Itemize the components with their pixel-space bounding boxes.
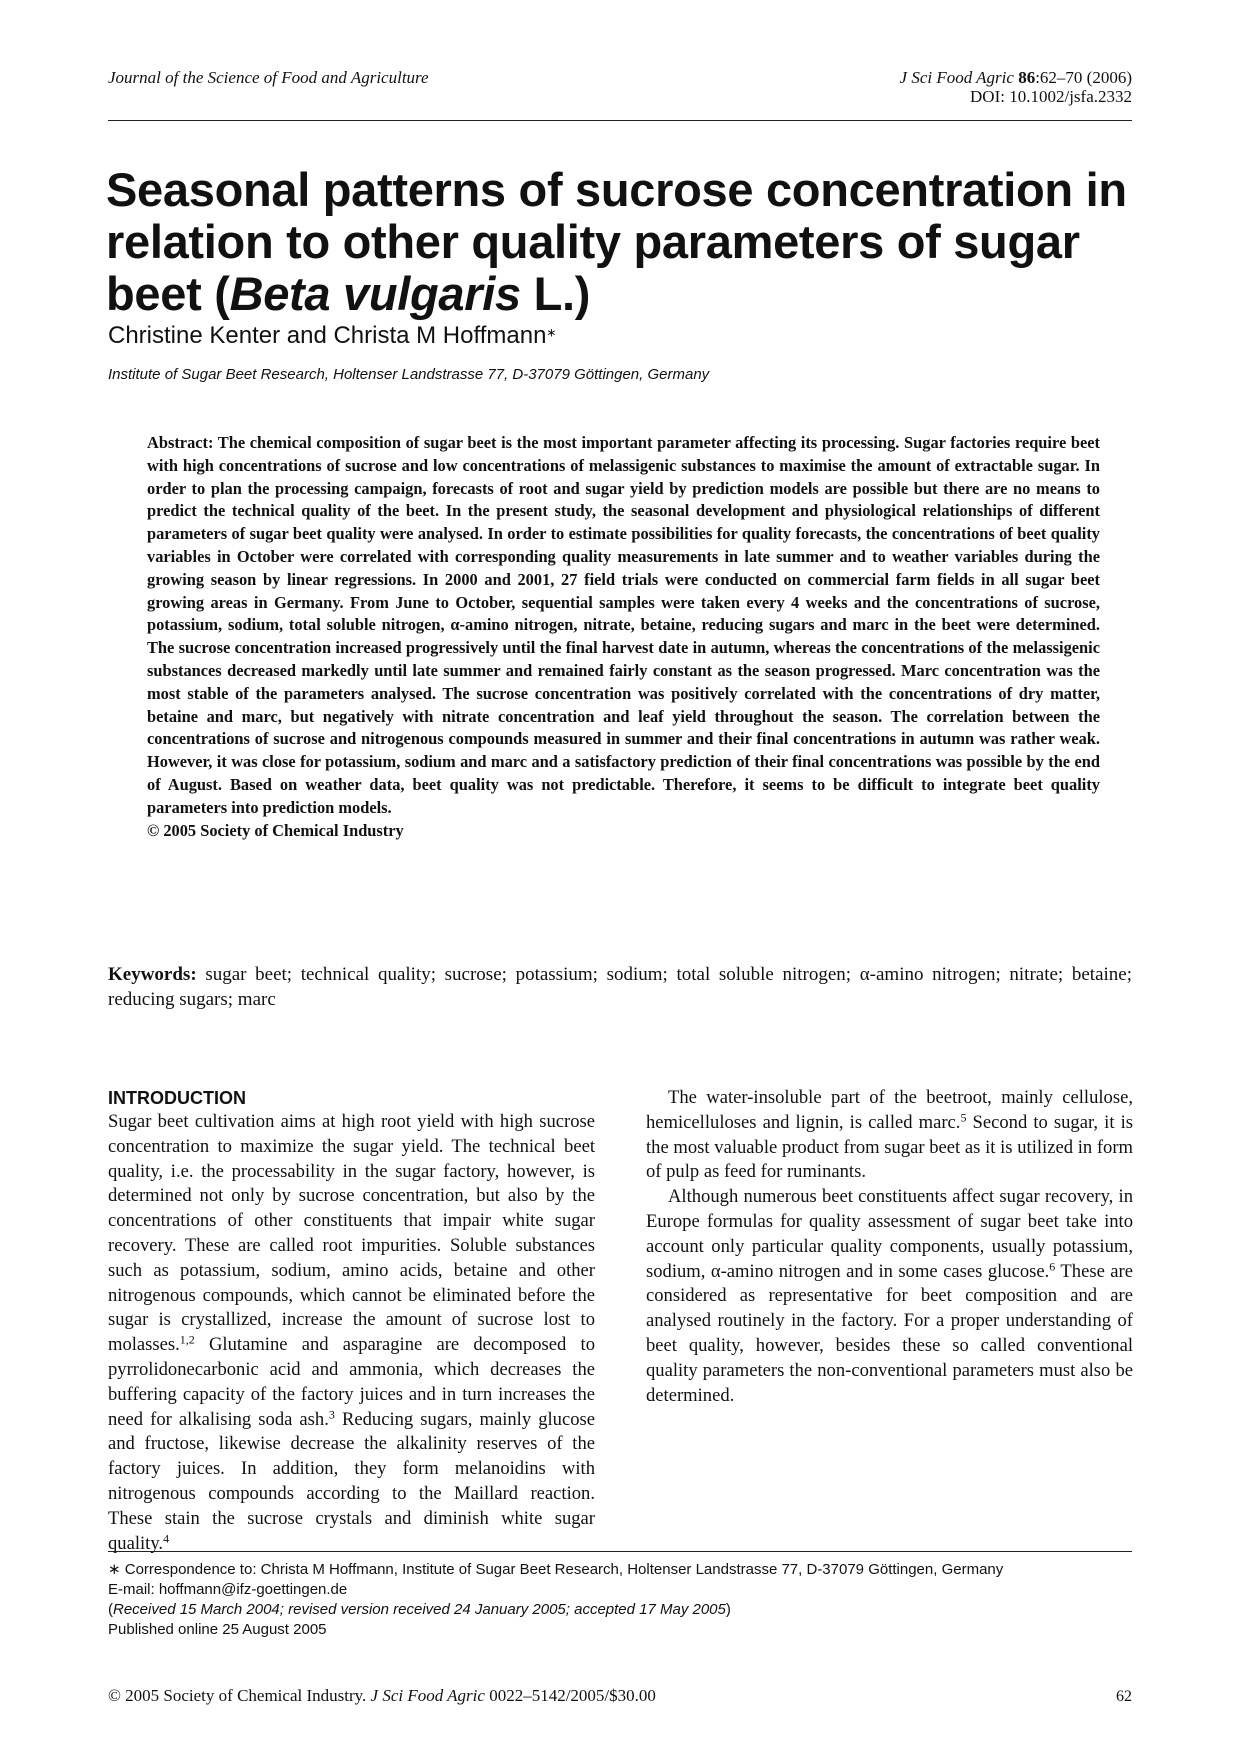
journal-name: Journal of the Science of Food and Agriculture <box>108 68 429 87</box>
citation-ref[interactable]: 1,2 <box>179 1332 195 1347</box>
header-rule <box>108 120 1132 121</box>
introduction-heading: INTRODUCTION <box>108 1088 246 1108</box>
received-dates: Received 15 March 2004; revised version received 24 January 2005; accepted 17 May 2005 <box>113 1601 726 1618</box>
keywords <box>108 962 1132 1012</box>
citation <box>900 68 1132 106</box>
intro-p1-text-c: Reducing sugars, mainly glucose and fructose, likewise decrease the alkalinity reserves of the factory juices. In addition, they form melanoidins with nitrogenous compounds according to the Maillard reaction. These stain the sucrose crystals and diminish white sugar quality. <box>108 1408 596 1554</box>
abstract-label: Abstract: <box>147 433 214 452</box>
title-part-2: L.) <box>520 267 591 320</box>
citation-ref[interactable]: 3 <box>328 1406 335 1421</box>
citation-pages: :62–70 (2006) <box>1035 68 1132 87</box>
intro-paragraph-1 <box>108 1110 595 1556</box>
citation-volume: 86 <box>1018 68 1036 87</box>
author-mark: ∗ <box>546 325 557 340</box>
correspondence-note: ∗ Correspondence to: Christa M Hoffmann, Institute of Sugar Beet Research, Holtenser Landstrasse 77, D-37079 Göttingen, Germany <box>108 1561 1004 1578</box>
footer-journal: J Sci Food Agric <box>370 1686 485 1705</box>
citation-ref[interactable]: 4 <box>163 1530 170 1545</box>
keywords-text: sugar beet; technical quality; sucrose; potassium; sodium; total soluble nitrogen; α-amino nitrogen; nitrate; betaine; reducing sugars; marc <box>108 964 1132 1010</box>
footnote-rule <box>108 1551 1132 1552</box>
intro-paragraph-2 <box>646 1086 1133 1185</box>
citation-ref[interactable]: 5 <box>960 1110 967 1125</box>
footer-copyright-a: © 2005 Society of Chemical Industry. <box>108 1686 371 1705</box>
authors <box>108 322 556 350</box>
intro-p2-text-a: The water-insoluble part of the beetroot, mainly cellulose, hemicelluloses and lignin, is called marc. <box>646 1087 1133 1133</box>
intro-p1-text-b: Glutamine and asparagine are decomposed to pyrrolidonecarbonic acid and ammonia, which decreases the buffering capacity of the factory juices and in turn increases the need for alkalising soda ash. <box>108 1334 595 1430</box>
title-part-1: Seasonal patterns of sucrose concentration in relation to other quality parameters of sugar beet ( <box>106 163 1127 320</box>
citation-ref[interactable]: 6 <box>1049 1258 1056 1273</box>
received-line <box>108 1600 1132 1620</box>
intro-p2-text-b: Second to sugar, it is the most valuable product from sugar beet as it is utilized in form of pulp as feed for ruminants. <box>646 1111 1133 1183</box>
body-column-left <box>108 1086 595 1556</box>
paren-open: ( <box>108 1601 113 1618</box>
title-species: Beta vulgaris <box>229 267 521 320</box>
affiliation: Institute of Sugar Beet Research, Holtenser Landstrasse 77, D-37079 Göttingen, Germany <box>108 366 710 383</box>
abstract-text: The chemical composition of sugar beet is the most important parameter affecting its processing. Sugar factories require beet with high concentrations of sucrose and low concentrations of melassigenic substances to maximise the amount of extractable sugar. In order to plan the processing campaign, forecasts of root and sugar yield by prediction models are possible but there are no means to predict the technical quality of the beet. In the present study, the seasonal development and physiological relationships of different parameters of sugar beet quality were analysed. In order to estimate possibilities for quality forecasts, the concentrations of beet quality variables in October were correlated with corresponding quality measurements in late summer and to weather variables during the growing season by linear regressions. In 2000 and 2001, 27 field trials were conducted on commercial farm fields in all sugar beet growing areas in Germany. From June to October, sequential samples were taken every 4 weeks and the concentrations of sucrose, potassium, sodium, total soluble nitrogen, α-amino nitrogen, nitrate, betaine, reducing sugars and marc in the beet were determined. The sucrose concentration increased progressively until the final harvest date in autumn, whereas the concentrations of the melassigenic substances decreased markedly until late summer and remained fairly constant as the season progressed. Marc concentration was the most stable of the parameters analysed. The sucrose concentration was positively correlated with the concentrations of dry matter, betaine and marc, but negatively with nitrate concentration and leaf yield throughout the season. The correlation between the concentrations of sucrose and nitrogenous compounds measured in summer and their final concentrations in autumn was rather weak. However, it was close for potassium, sodium and marc and a satisfactory prediction of their final concentrations was possible by the end of August. Based on weather data, beet quality was not predictable. Therefore, it seems to be difficult to integrate beet quality parameters into prediction models. <box>147 433 1100 817</box>
footnotes <box>108 1560 1132 1640</box>
intro-p1-text-a: Sugar beet cultivation aims at high root yield with high sucrose concentration to maximize the sugar yield. The technical beet quality, i.e. the processability in the sugar factory, however, is determined not only by sucrose concentration, but also by the concentrations of other constituents that impair white sugar recovery. These are called root impurities. Soluble substances such as potassium, sodium, amino acids, betaine and other nitrogenous compounds, which cannot be eliminated before the sugar is crystallized, increase the amount of sucrose lost to molasses. <box>108 1111 595 1356</box>
email-line[interactable]: E-mail: hoffmann@ifz-goettingen.de <box>108 1581 348 1598</box>
body-column-right <box>646 1086 1133 1408</box>
citation-journal: J Sci Food Agric <box>899 68 1014 87</box>
intro-paragraph-3 <box>646 1185 1133 1408</box>
abstract <box>147 432 1100 842</box>
published-line: Published online 25 August 2005 <box>108 1621 327 1638</box>
footer-copyright <box>108 1686 656 1706</box>
article-title <box>106 164 1136 320</box>
intro-p3-text-a: Although numerous beet constituents affect sugar recovery, in Europe formulas for quality assessment of sugar beet take into account only particular quality components, usually potassium, sodium, α-amino nitrogen and in some cases glucose. <box>646 1186 1133 1282</box>
keywords-label: Keywords: <box>108 964 197 985</box>
intro-p3-text-b: These are considered as representative for beet composition and are analysed routinely in the factory. For a proper understanding of beet quality, however, besides these so called conventional quality parameters the non-conventional parameters must also be determined. <box>646 1260 1133 1406</box>
page-number: 62 <box>1116 1688 1132 1705</box>
doi[interactable]: DOI: 10.1002/jsfa.2332 <box>970 87 1132 106</box>
footer-copyright-b: 0022–5142/2005/$30.00 <box>484 1686 656 1705</box>
author-names: Christine Kenter and Christa M Hoffmann <box>108 322 547 349</box>
paren-close: ) <box>725 1601 731 1618</box>
abstract-copyright: © 2005 Society of Chemical Industry <box>147 820 404 840</box>
